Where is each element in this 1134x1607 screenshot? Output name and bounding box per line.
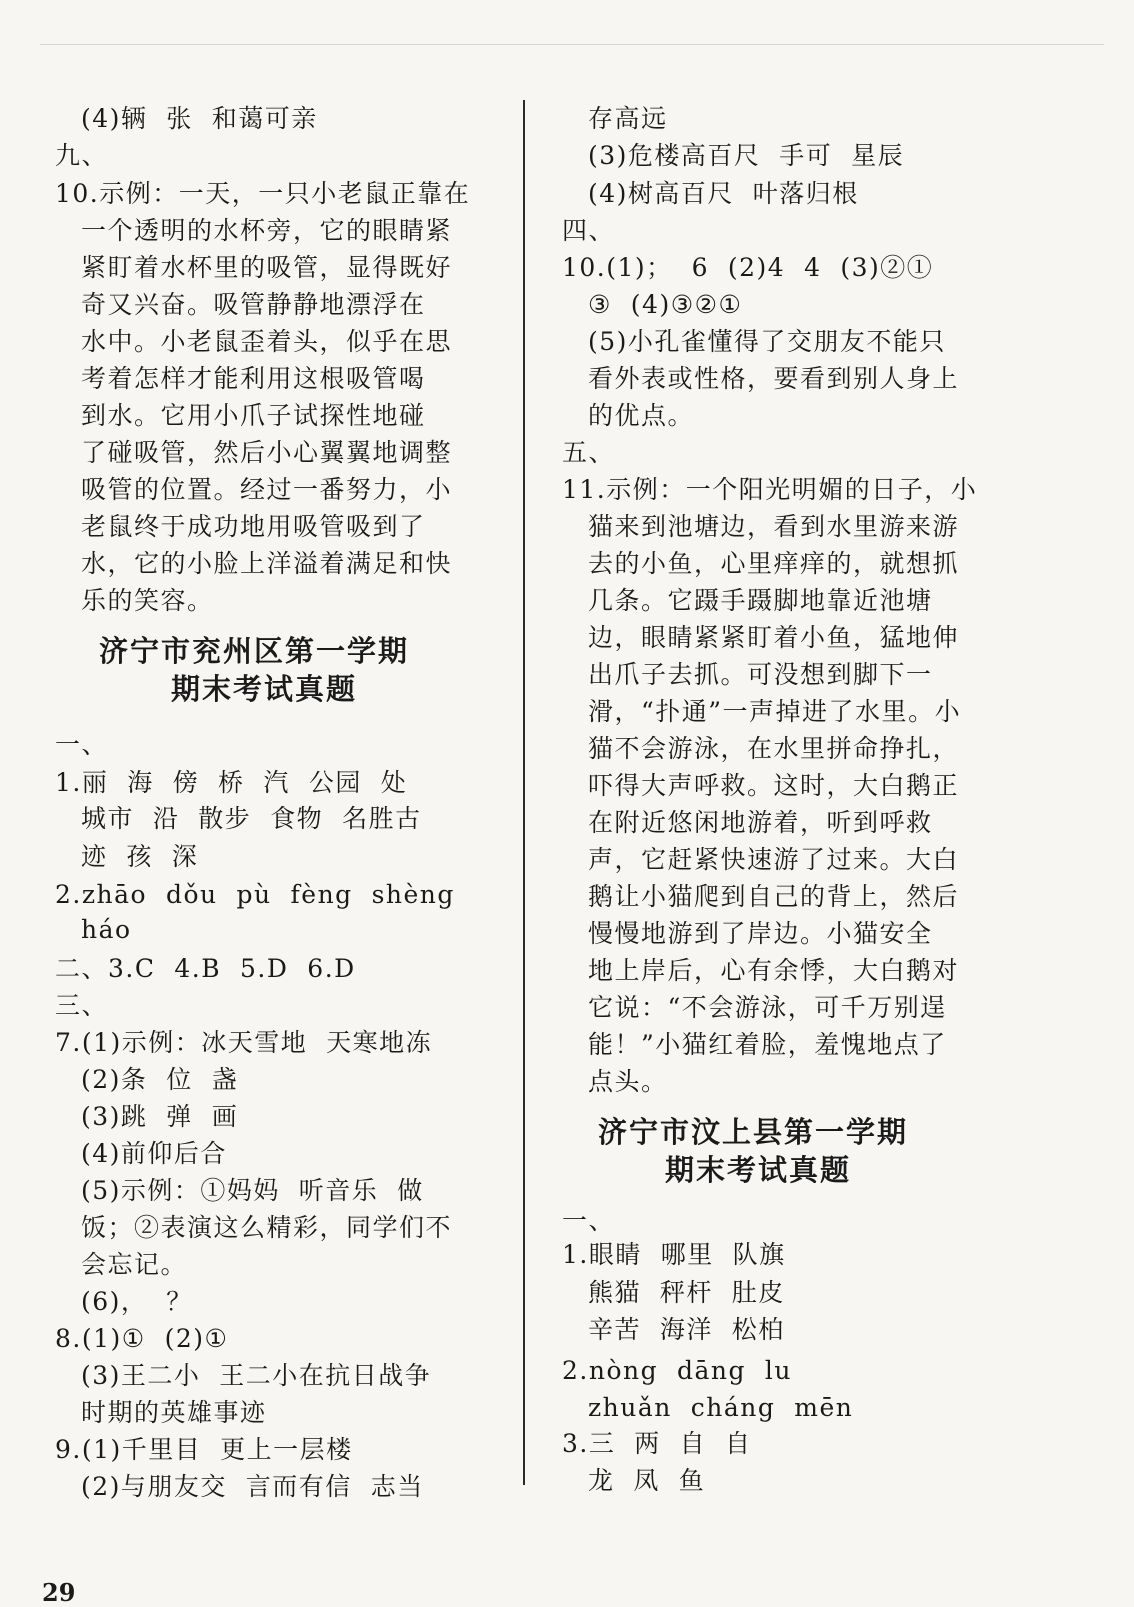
answer-line: 在附近悠闲地游着，听到呼救 xyxy=(588,808,933,837)
answer-line: (5)小孔雀懂得了交朋友不能只 xyxy=(588,327,946,356)
answer-line: 乐的笑容。 xyxy=(81,586,214,615)
answer-line: 1.眼睛 哪里 队旗 xyxy=(562,1240,786,1269)
answer-line: (4)辆 张 和蔼可亲 xyxy=(81,104,318,133)
answer-line: 它说：“不会游泳，可千万别逞 xyxy=(588,993,947,1022)
answer-line: 水，它的小脸上洋溢着满足和快 xyxy=(81,549,453,578)
answer-line: 8.(1)① (2)① xyxy=(55,1324,229,1353)
answer-line: 去的小鱼，心里痒痒的，就想抓 xyxy=(588,549,960,578)
answer-line: (4)树高百尺 叶落归根 xyxy=(588,179,859,208)
answer-line: 能！”小猫红着脸，羞愧地点了 xyxy=(588,1030,947,1059)
answer-line: 10.(1)； 6 (2)4 4 (3)②① xyxy=(562,253,934,282)
answer-line: (2)条 位 盏 xyxy=(81,1065,239,1094)
section-title: 期末考试真题 xyxy=(665,1153,852,1187)
answer-line: 边，眼睛紧紧盯着小鱼，猛地伸 xyxy=(588,623,960,652)
section-title: 期末考试真题 xyxy=(171,672,358,706)
answer-line: 二、3.C 4.B 5.D 6.D xyxy=(55,954,356,983)
answer-line: 出爪子去抓。可没想到脚下一 xyxy=(588,660,933,689)
answer-line: 鹅让小猫爬到自己的背上，然后 xyxy=(588,882,960,911)
answer-line: zhuǎn cháng mēn xyxy=(588,1393,854,1422)
answer-line: 10.示例：一天，一只小老鼠正靠在 xyxy=(55,179,471,208)
answer-line: 地上岸后，心有余悸，大白鹅对 xyxy=(588,956,960,985)
answer-line: 几条。它蹑手蹑脚地靠近池塘 xyxy=(588,586,933,615)
section-heading: 五、 xyxy=(562,438,616,467)
answer-line: 吓得大声呼救。这时，大白鹅正 xyxy=(588,771,960,800)
answer-line: (3)危楼高百尺 手可 星辰 xyxy=(588,141,905,170)
answer-line: 2.nòng dāng lu xyxy=(562,1356,793,1385)
answer-line: 一个透明的水杯旁，它的眼睛紧 xyxy=(81,216,453,245)
answer-line: 猫不会游泳，在水里拼命挣扎， xyxy=(588,734,960,763)
answer-line: 2.zhāo dǒu pù fèng shèng xyxy=(55,880,455,909)
answer-line: 城市 沿 散步 食物 名胜古 xyxy=(81,804,422,833)
answer-line: 存高远 xyxy=(588,104,668,133)
answer-line: 水中。小老鼠歪着头，似乎在思 xyxy=(81,327,453,356)
section-heading: 一、 xyxy=(562,1206,616,1235)
answer-line: 老鼠终于成功地用吸管吸到了 xyxy=(81,512,426,541)
answer-line: 迹 孩 深 xyxy=(81,842,199,871)
answer-line: (3)跳 弹 画 xyxy=(81,1102,239,1131)
answer-line: 吸管的位置。经过一番努力，小 xyxy=(81,475,453,504)
answer-line: 滑，“扑通”一声掉进了水里。小 xyxy=(588,697,962,726)
answer-line: 考着怎样才能利用这根吸管喝 xyxy=(81,364,426,393)
answer-line: 熊猫 秤杆 肚皮 xyxy=(588,1278,785,1307)
answer-line: (2)与朋友交 言而有信 志当 xyxy=(81,1472,424,1501)
answer-line: (4)前仰后合 xyxy=(81,1139,227,1168)
answer-line: (3)王二小 王二小在抗日战争 xyxy=(81,1361,432,1390)
answer-line: 饭；②表演这么精彩，同学们不 xyxy=(81,1213,453,1242)
answer-line: 龙 凤 鱼 xyxy=(588,1466,706,1495)
section-heading: 三、 xyxy=(55,991,109,1020)
answer-line: 的优点。 xyxy=(588,401,695,430)
answer-line: 慢慢地游到了岸边。小猫安全 xyxy=(588,919,933,948)
answer-line: 11.示例：一个阳光明媚的日子，小 xyxy=(562,475,978,504)
answer-line: (6)， ？ xyxy=(81,1287,193,1316)
answer-line: (5)示例：①妈妈 听音乐 做 xyxy=(81,1176,424,1205)
answer-line: 奇又兴奋。吸管静静地漂浮在 xyxy=(81,290,426,319)
answer-line: 辛苦 海洋 松柏 xyxy=(588,1315,785,1344)
answer-line: 猫来到池塘边，看到水里游来游 xyxy=(588,512,960,541)
answer-line: háo xyxy=(81,915,132,944)
page-top-rule xyxy=(40,44,1104,45)
section-title: 济宁市兖州区第一学期 xyxy=(99,634,410,668)
answer-line: 会忘记。 xyxy=(81,1250,188,1279)
section-heading: 一、 xyxy=(55,730,109,759)
answer-line: 3.三 两 自 自 xyxy=(562,1429,752,1458)
page-number: 29 xyxy=(42,1578,76,1607)
answer-line: 声，它赶紧快速游了过来。大白 xyxy=(588,845,960,874)
answer-line: 7.(1)示例：冰天雪地 天寒地冻 xyxy=(55,1028,433,1057)
answer-line: 点头。 xyxy=(588,1067,668,1096)
answer-line: 紧盯着水杯里的吸管，显得既好 xyxy=(81,253,453,282)
answer-line: ③ (4)③②① xyxy=(588,290,743,319)
answer-line: 1.丽 海 傍 桥 汽 公园 处 xyxy=(55,768,408,797)
section-heading: 四、 xyxy=(562,216,616,245)
answer-line: 看外表或性格，要看到别人身上 xyxy=(588,364,960,393)
answer-line: 9.(1)千里目 更上一层楼 xyxy=(55,1435,353,1464)
answer-line: 了碰吸管，然后小心翼翼地调整 xyxy=(81,438,453,467)
answer-line: 时期的英雄事迹 xyxy=(81,1398,267,1427)
section-title: 济宁市汶上县第一学期 xyxy=(598,1115,909,1149)
column-divider xyxy=(523,100,525,1485)
answer-line: 到水。它用小爪子试探性地碰 xyxy=(81,401,426,430)
section-heading: 九、 xyxy=(55,141,109,170)
